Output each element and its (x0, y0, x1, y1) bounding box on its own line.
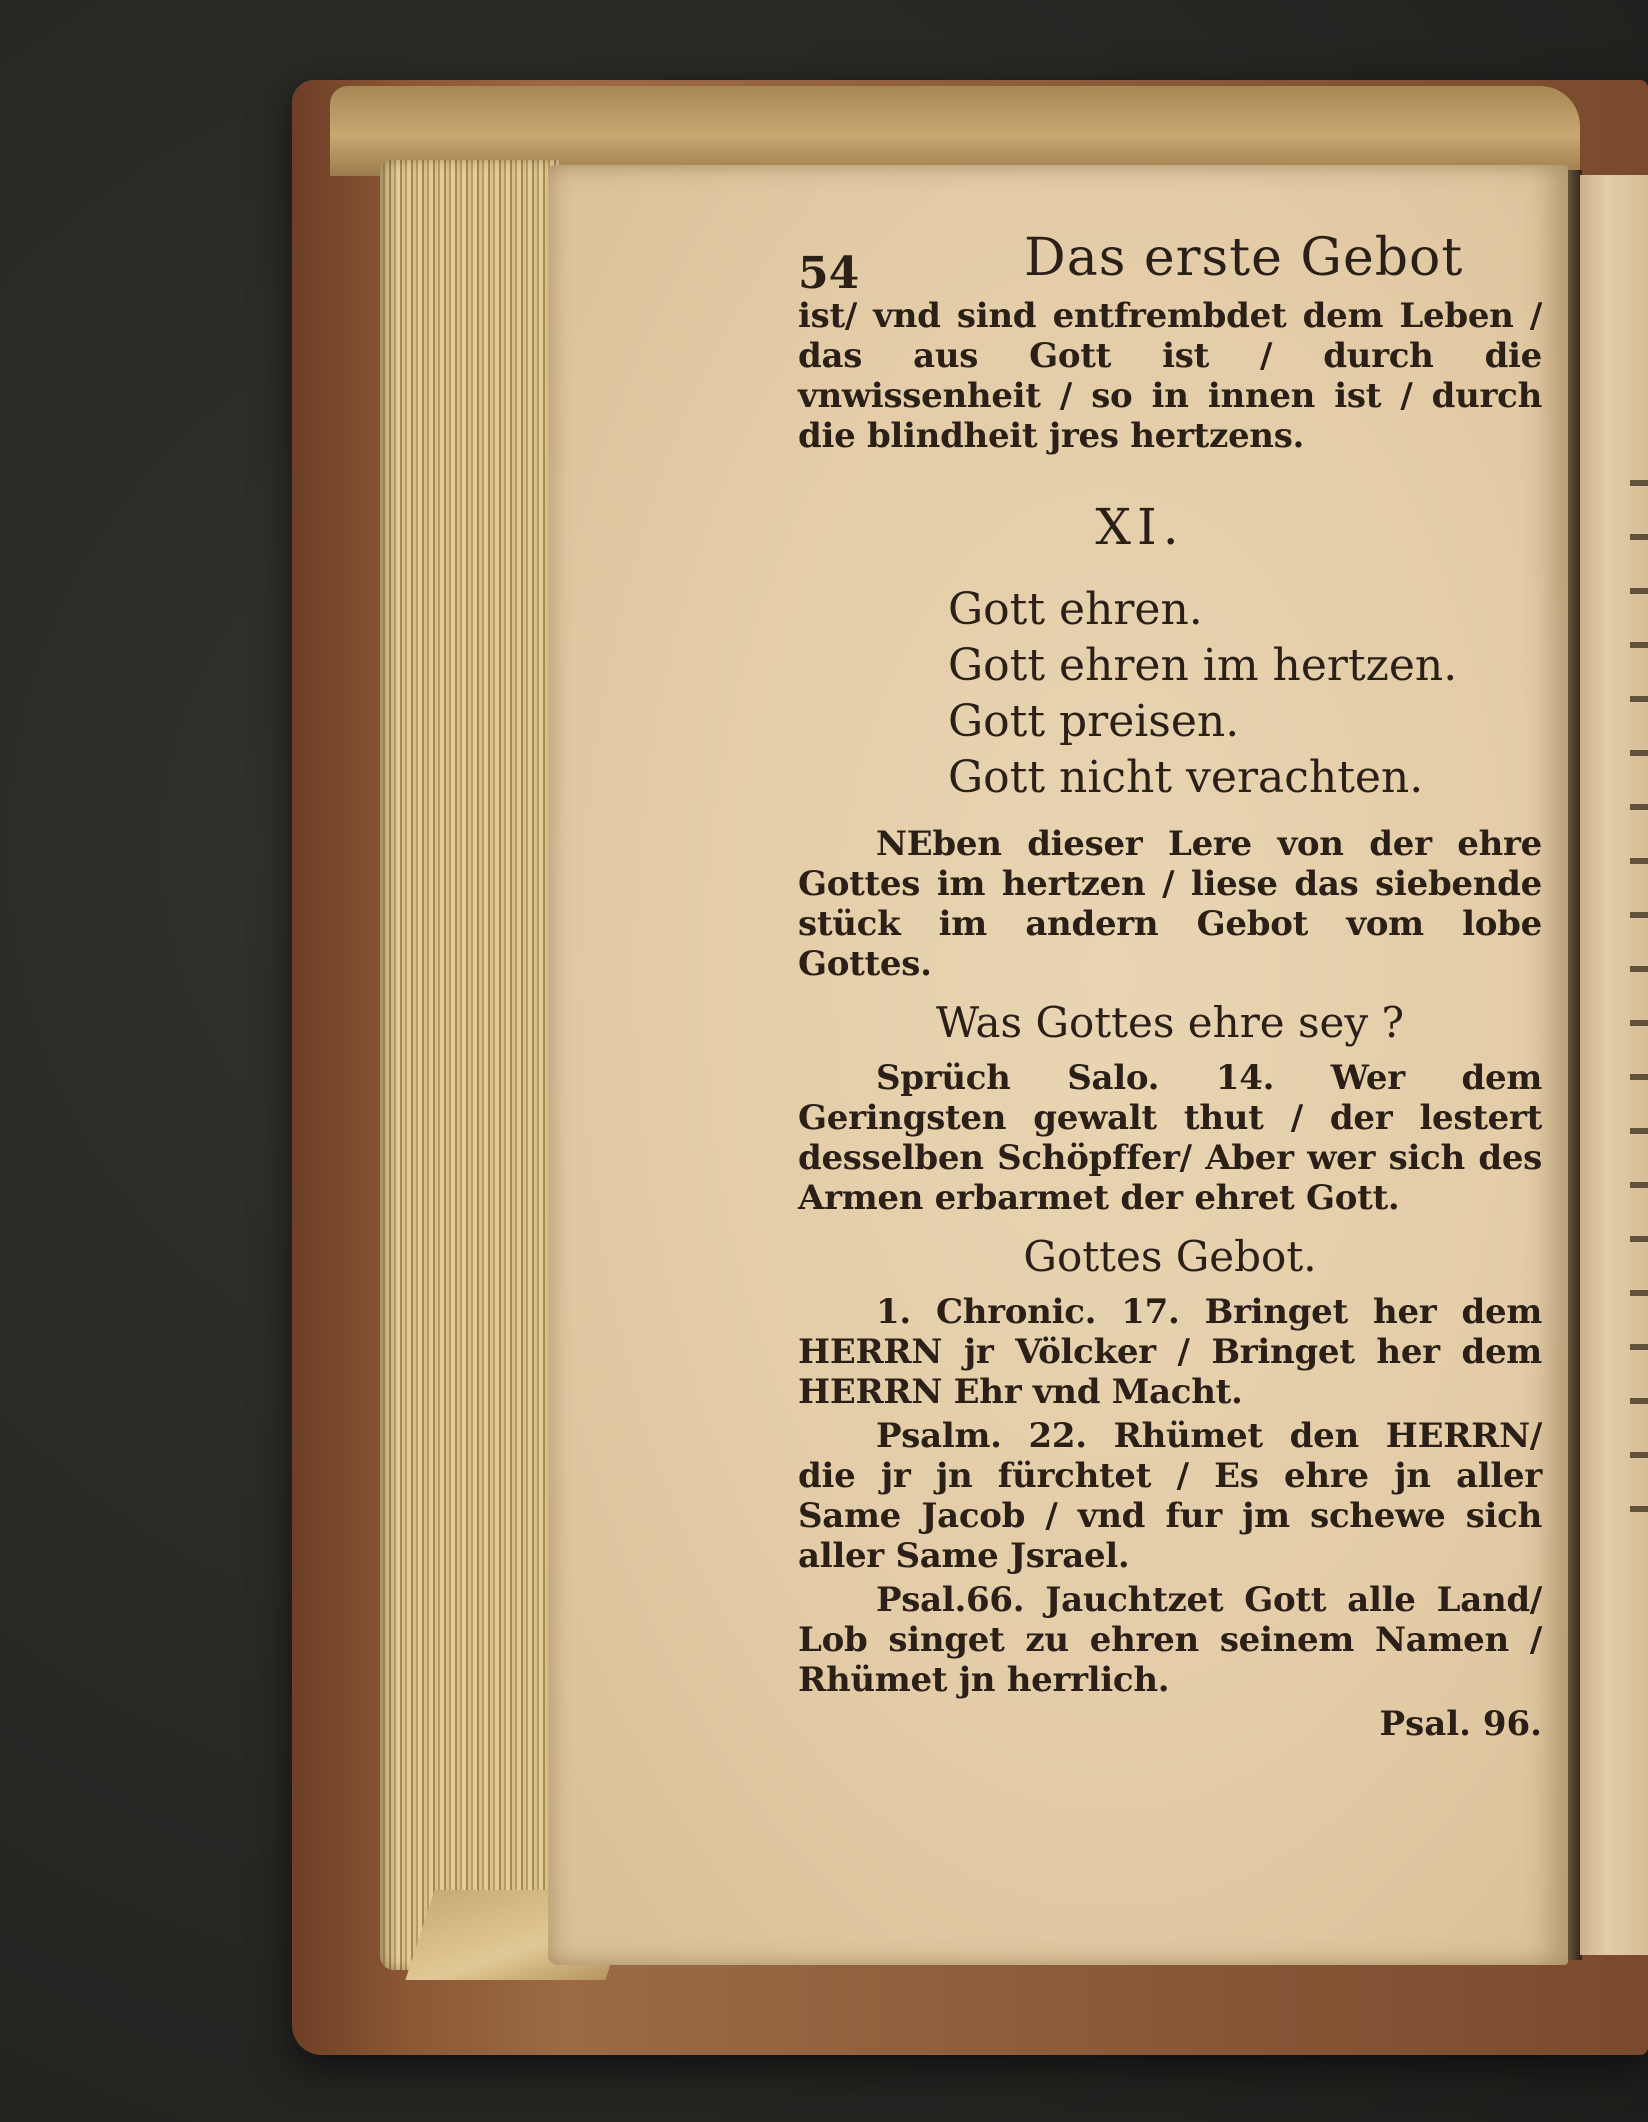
psalm66-paragraph: Psal.66. Jauchtzet Gott alle Land/ Lob singet zu ehren seinem Namen / Rhümet jn herrlich. (798, 1580, 1542, 1700)
list-item: Gott ehren. (948, 584, 1203, 635)
psalm22-paragraph: Psalm. 22. Rhümet den HERRN/ die jr jn fürchtet / Es ehre jn aller Same Jacob / vnd fur jm schewe sich aller Same Jsrael. (798, 1416, 1542, 1576)
section-numeral: XI. (1095, 498, 1185, 556)
list-item: Gott ehren im hertzen. (948, 640, 1458, 691)
list-item: Gott preisen. (948, 696, 1240, 747)
running-head (798, 222, 1542, 299)
running-head-title: Das erste Gebot (1024, 228, 1464, 288)
facing-page-text-fragments (1630, 480, 1648, 1680)
proverbs-paragraph: Sprüch Salo. 14. Wer dem Geringsten gewalt thut / der lestert desselben Schöpffer/ Aber wer sich des Armen erbarmet der ehret Gott. (798, 1058, 1542, 1218)
page-text-block (798, 222, 1542, 1744)
chronicles-paragraph: 1. Chronic. 17. Bringet her dem HERRN jr Völcker / Bringet her dem HERRN Ehr vnd Macht. (798, 1292, 1542, 1412)
catchword: Psal. 96. (1379, 1704, 1542, 1744)
subhead-gottes-gebot: Gottes Gebot. (1023, 1232, 1317, 1281)
list-item: Gott nicht verachten. (948, 752, 1424, 803)
page-block-edges (380, 160, 560, 1970)
opening-lines: ist/ vnd sind entfrembdet dem Leben / das aus Gott ist / durch die vnwissenheit / so in innen ist / durch die blindheit jres hertzens. (798, 296, 1542, 456)
page-number: 54 (798, 248, 860, 299)
intro-paragraph: NEben dieser Lere von der ehre Gottes im hertzen / liese das siebende stück im andern Gebot vom lobe Gottes. (798, 824, 1542, 984)
virtue-list (948, 582, 1542, 806)
subhead-gottes-ehre: Was Gottes ehre sey ? (935, 998, 1404, 1047)
